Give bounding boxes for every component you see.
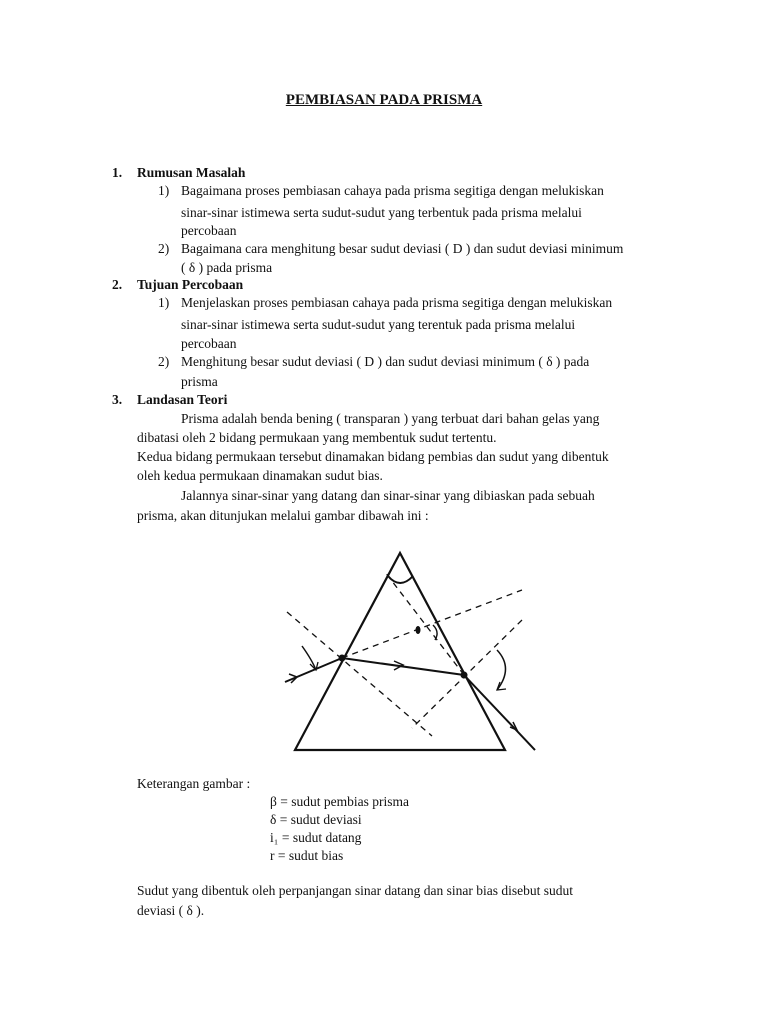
theory-p2-line-2: oleh kedua permukaan dinamakan sudut bias. — [137, 468, 383, 483]
emergent-extension-dashed — [385, 572, 464, 675]
section-2-number: 2. — [112, 277, 123, 292]
refracted-ray — [342, 658, 464, 675]
s2-item-2-line-2: prisma — [181, 374, 218, 389]
s2-item-1-line-2: sinar-sinar istimewa serta sudut-sudut yang terentuk pada prisma melalui — [181, 317, 576, 332]
exit-point — [461, 672, 468, 679]
caption-item-2: δ = sudut deviasi — [270, 812, 362, 827]
closing-line-1: Sudut yang dibentuk oleh perpanjangan sinar datang dan sinar bias disebut sudut — [137, 883, 574, 898]
theory-p1-line-1: Prisma adalah benda bening ( transparan ) yang terbuat dari bahan gelas yang — [181, 411, 600, 426]
s1-item-1-line-2: sinar-sinar istimewa serta sudut-sudut yang terbentuk pada prisma melalui — [181, 205, 582, 220]
incidence-angle-arc — [302, 646, 316, 670]
s2-item-2-line-1: Menghitung besar sudut deviasi ( D ) dan sudut deviasi minimum ( δ ) pada — [181, 354, 590, 369]
apex-angle-arc — [388, 576, 413, 583]
s2-item-1-number: 1) — [158, 295, 170, 310]
s2-item-2-number: 2) — [158, 354, 170, 369]
s1-item-2-line-2: ( δ ) pada prisma — [181, 260, 273, 275]
s1-item-1-number: 1) — [158, 183, 170, 198]
closing-line-2: deviasi ( δ ). — [137, 903, 205, 918]
section-3-number: 3. — [112, 392, 123, 407]
caption-item-3: i₁ = sudut datang — [270, 830, 362, 845]
s2-item-1-line-3: percobaan — [181, 336, 237, 351]
s1-item-2-number: 2) — [158, 241, 170, 256]
section-2-heading: Tujuan Percobaan — [137, 277, 244, 292]
section-3-heading: Landasan Teori — [137, 392, 228, 407]
refraction-angle-arc — [497, 650, 506, 690]
s1-item-2-line-1: Bagaimana cara menghitung besar sudut deviasi ( D ) dan sudut deviasi minimum — [181, 241, 624, 256]
theory-p3-line-1: Jalannya sinar-sinar yang datang dan sinar-sinar yang dibiaskan pada sebuah — [181, 488, 595, 503]
page-title: PEMBIASAN PADA PRISMA — [285, 92, 483, 108]
deviation-mark — [416, 626, 421, 634]
incident-extension-dashed — [342, 590, 522, 658]
theory-p1-line-2: dibatasi oleh 2 bidang permukaan yang membentuk sudut tertentu. — [137, 430, 497, 445]
caption-item-4: r = sudut bias — [270, 848, 344, 863]
theory-p2-line-1: Kedua bidang permukaan tersebut dinamakan bidang pembias dan sudut yang dibentuk — [137, 449, 609, 464]
s2-item-1-line-1: Menjelaskan proses pembiasan cahaya pada prisma segitiga dengan melukiskan — [181, 295, 613, 310]
caption-heading: Keterangan gambar : — [137, 776, 251, 791]
s1-item-1-line-1: Bagaimana proses pembiasan cahaya pada prisma segitiga dengan melukiskan — [181, 183, 604, 198]
caption-item-1: β = sudut pembias prisma — [270, 794, 409, 809]
section-1-heading: Rumusan Masalah — [137, 165, 246, 180]
section-1-number: 1. — [112, 165, 123, 180]
s1-item-1-line-3: percobaan — [181, 223, 237, 238]
theory-p3-line-2: prisma, akan ditunjukan melalui gambar dibawah ini : — [137, 508, 429, 523]
entry-point — [339, 655, 346, 662]
